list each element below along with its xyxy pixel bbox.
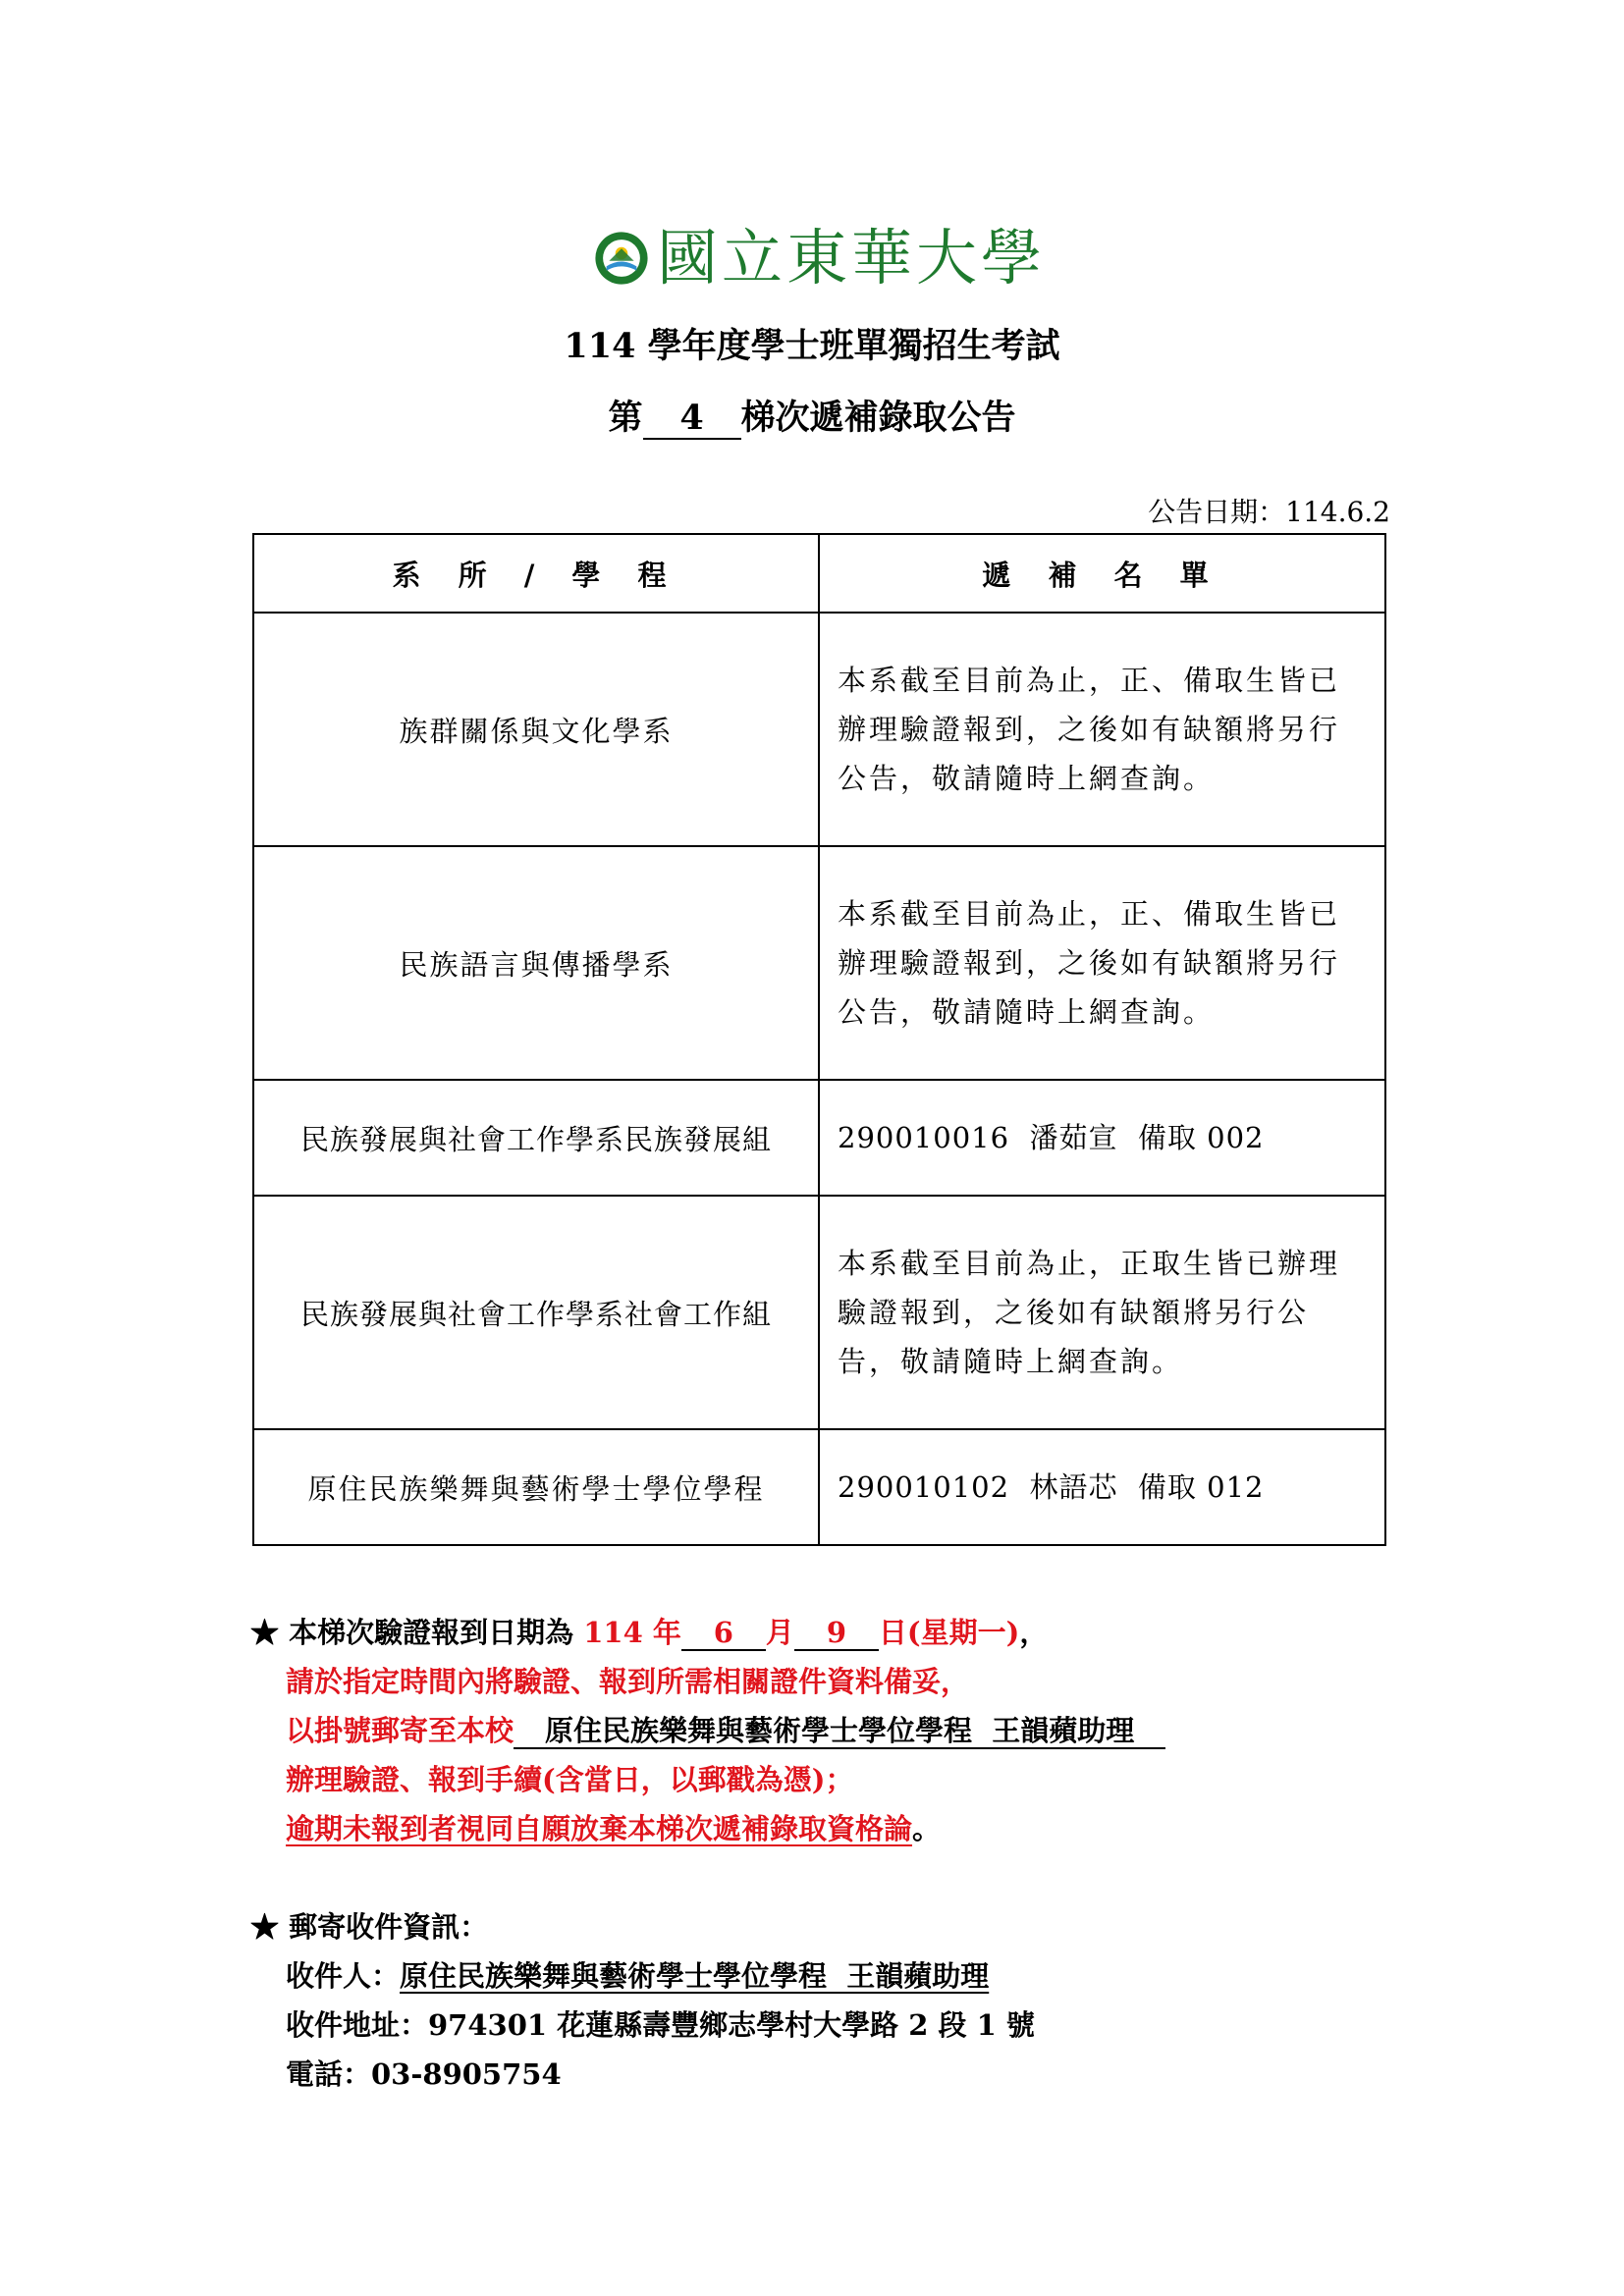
- university-seal-icon: [594, 220, 649, 296]
- list-line: 告，敬請隨時上網查詢。: [838, 1345, 1184, 1378]
- mail-heading: 郵寄收件資訊：: [289, 1910, 489, 1944]
- notice-mail-recipient: 原住民族樂舞與藝術學士學位學程 王韻蘋助理: [514, 1716, 1165, 1749]
- column-header-department: 系 所 / 學 程: [253, 534, 819, 613]
- notice-line-deadline: [250, 1804, 1165, 1853]
- list-line: 辦理驗證報到，之後如有缺額將另行: [838, 713, 1341, 746]
- table-row: [253, 1080, 1385, 1196]
- mail-phone: 電話：03-8905754: [286, 2057, 562, 2091]
- notice-year: 114 年: [583, 1616, 681, 1649]
- list-line: 本系截至目前為止，正取生皆已辦理: [838, 1247, 1341, 1280]
- department-cell: 族群關係與文化學系: [253, 613, 819, 846]
- notice-line-date: [250, 1608, 1165, 1657]
- list-cell: 290010102 林語芯 備取 012: [819, 1429, 1385, 1545]
- notice-deadline-end: 。: [912, 1812, 942, 1845]
- notice-deadline-text: 逾期未報到者視同自願放棄本梯次遞補錄取資格論: [286, 1812, 913, 1845]
- notice-month-unit: 月: [765, 1616, 794, 1649]
- university-logo: [594, 216, 1046, 300]
- department-cell: 原住民族樂舞與藝術學士學位學程: [253, 1429, 819, 1545]
- star-icon: ★: [250, 1910, 280, 1944]
- list-line: 公告，敬請隨時上網查詢。: [838, 762, 1216, 795]
- batch-title: [0, 391, 1624, 440]
- list-cell: [819, 846, 1385, 1080]
- notice-day: 9: [794, 1618, 879, 1651]
- notice-month: 6: [681, 1618, 766, 1651]
- list-line: 本系截至目前為止，正、備取生皆已: [838, 897, 1341, 931]
- notice-comma: ，: [1019, 1616, 1049, 1649]
- table-header-row: [253, 534, 1385, 613]
- notice-line-mail: [250, 1706, 1165, 1755]
- mail-heading-line: [250, 1902, 1165, 1951]
- star-icon: ★: [250, 1616, 280, 1649]
- department-cell: 民族語言與傳播學系: [253, 846, 819, 1080]
- mail-recipient-label: 收件人：: [286, 1959, 401, 1993]
- notice-section: [250, 1608, 1165, 2099]
- list-line: 公告，敬請隨時上網查詢。: [838, 995, 1216, 1029]
- admission-table: [252, 533, 1386, 1546]
- table-row: [253, 613, 1385, 846]
- batch-title-prefix: 第: [608, 398, 643, 438]
- mail-address: 收件地址：974301 花蓮縣壽豐鄉志學村大學路 2 段 1 號: [286, 2008, 1035, 2042]
- list-line: 驗證報到，之後如有缺額將另行公: [838, 1296, 1310, 1329]
- table-row: [253, 1196, 1385, 1429]
- list-cell: 290010016 潘茹宣 備取 002: [819, 1080, 1385, 1196]
- notice-mail-prefix: 以掛號郵寄至本校: [286, 1714, 514, 1747]
- list-line: 辦理驗證報到，之後如有缺額將另行: [838, 946, 1341, 980]
- announcement-date: 公告日期：114.6.2: [1148, 496, 1390, 528]
- page-title: 114 學年度學士班單獨招生考試: [564, 326, 1060, 366]
- table-row: [253, 1429, 1385, 1545]
- department-cell: 民族發展與社會工作學系民族發展組: [253, 1080, 819, 1196]
- mail-recipient-line: [250, 1951, 1165, 2001]
- mail-recipient-value: 原住民族樂舞與藝術學士學位學程 王韻蘋助理: [400, 1959, 990, 1993]
- notice-line-procedure: 辦理驗證、報到手續(含當日，以郵戳為憑)；: [286, 1763, 854, 1796]
- list-cell: [819, 1196, 1385, 1429]
- notice-day-suffix: 日(星期一): [878, 1616, 1020, 1649]
- list-line: 本系截至目前為止，正、備取生皆已: [838, 664, 1341, 697]
- notice-line-prepare: 請於指定時間內將驗證、報到所需相關證件資料備妥，: [286, 1665, 970, 1698]
- department-cell: 民族發展與社會工作學系社會工作組: [253, 1196, 819, 1429]
- table-row: [253, 846, 1385, 1080]
- list-cell: [819, 613, 1385, 846]
- notice-date-prefix: 本梯次驗證報到日期為: [289, 1616, 574, 1649]
- batch-title-suffix: 梯次遞補錄取公告: [740, 398, 1016, 438]
- batch-number: 4: [643, 400, 741, 440]
- university-name: 國立東華大學: [656, 222, 1046, 294]
- column-header-list: 遞 補 名 單: [819, 534, 1385, 613]
